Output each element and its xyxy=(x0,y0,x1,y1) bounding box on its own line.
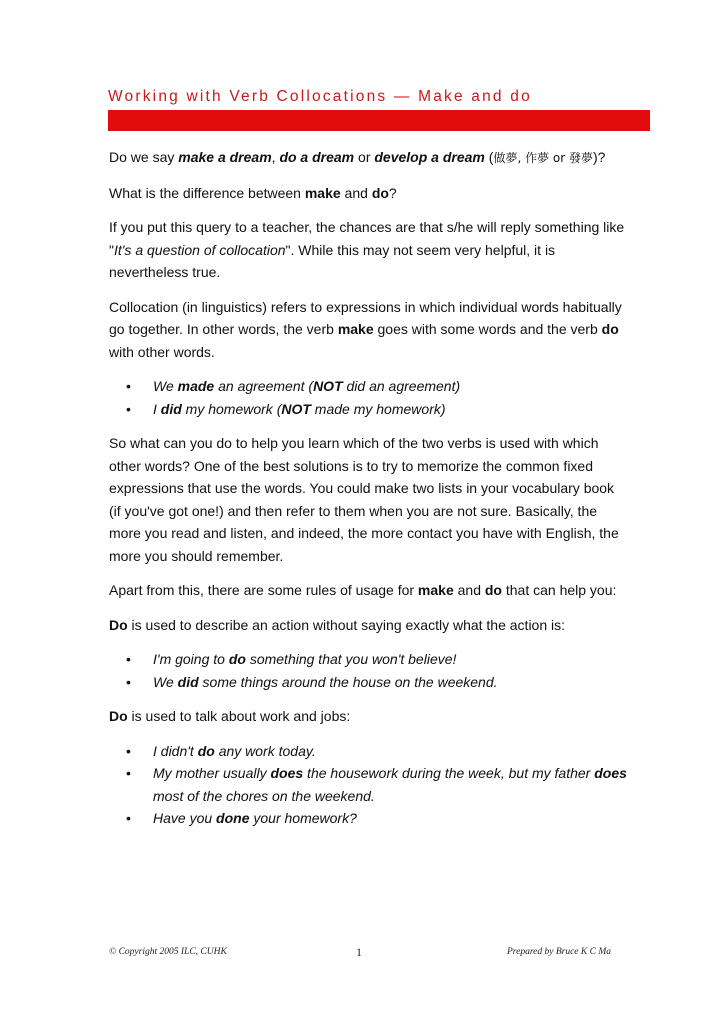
verb-highlight: does xyxy=(270,765,304,781)
text-span: your homework? xyxy=(249,810,357,826)
verb-highlight: do xyxy=(228,651,246,667)
text-span: any work today. xyxy=(214,742,316,759)
chinese-terms: 做夢, 作夢 or 發夢 xyxy=(493,151,593,165)
word-do: do xyxy=(601,321,619,337)
text-span: made my homework) xyxy=(310,400,446,417)
text-span: with other words. xyxy=(109,343,215,360)
text-span: I'm going to xyxy=(153,651,229,667)
paragraph-collocation-answer xyxy=(109,216,629,284)
word-make: make xyxy=(417,582,454,598)
page-number: 1 xyxy=(356,945,362,959)
text-span: did an agreement) xyxy=(342,378,461,394)
text-span: ( xyxy=(484,149,494,165)
verb-highlight: did xyxy=(160,400,182,417)
text-span: , xyxy=(271,149,280,165)
text-span: I xyxy=(153,400,161,417)
title-underline-bar xyxy=(108,110,650,131)
document-body xyxy=(109,146,629,842)
list-item xyxy=(153,398,629,421)
footer-author: Prepared by Bruce K C Ma xyxy=(506,947,611,957)
text-span: I didn't xyxy=(153,742,198,759)
list-item xyxy=(153,671,629,694)
example-list-2 xyxy=(109,648,629,693)
text-span: Have you xyxy=(153,810,217,826)
paragraph-rules-intro xyxy=(109,579,629,602)
text-span: Do we say xyxy=(109,149,179,165)
list-item xyxy=(153,762,629,807)
text-span: some things around the house on the weekend. xyxy=(198,673,498,690)
text-span: that can help you: xyxy=(501,582,617,598)
text-span: My mother usually xyxy=(153,765,271,781)
verb-highlight: does xyxy=(594,765,627,781)
word-do: do xyxy=(371,184,389,201)
text-span: Collocation (in linguistics) refers to expressions in which individual words habitually go together. In other words, the verb xyxy=(109,298,622,337)
text-span: Apart from this, there are some rules of usage for xyxy=(109,582,418,598)
document-title: Working with Verb Collocations — Make and do xyxy=(108,88,532,105)
not-highlight: NOT xyxy=(313,378,343,394)
list-item xyxy=(153,648,629,671)
text-span: We xyxy=(153,673,178,690)
verb-highlight: done xyxy=(216,810,250,826)
word-do: Do xyxy=(109,708,128,724)
text-span: the housework during the week, but my father xyxy=(303,765,595,781)
example-list-1 xyxy=(109,375,629,420)
text-span: ? xyxy=(388,184,397,201)
list-item xyxy=(153,740,629,763)
text-span: an agreement ( xyxy=(214,378,314,394)
text-span: and xyxy=(453,582,485,598)
verb-highlight: did xyxy=(177,673,199,690)
paragraph-learning-tips: So what can you do to help you learn which of the two verbs is used with which other words? One of the best solutions is to try to memorize the common fixed expressions that use the words. You could make two lists in your vocabulary book (if you've got one!) and then refer to them when you are not sure. Basically, the more you read and listen, and indeed, the more contact you have with English, the more you should remember. xyxy=(109,435,619,564)
example-list-3 xyxy=(109,740,629,830)
text-span: ". While this may not seem very helpful, it is nevertheless true. xyxy=(109,241,556,280)
text-span: most of the chores on the weekend. xyxy=(153,787,375,804)
page-footer xyxy=(109,945,611,961)
text-span: and xyxy=(340,184,372,201)
not-highlight: NOT xyxy=(281,400,311,417)
quote-collocation: It's a question of collocation xyxy=(113,241,286,258)
text-span: is used to describe an action without saying exactly what the action is: xyxy=(127,616,566,633)
text-span: What is the difference between xyxy=(109,184,305,201)
rule-do-work xyxy=(109,705,629,728)
list-item xyxy=(153,375,629,398)
word-make: make xyxy=(304,184,341,201)
intro-question-2 xyxy=(109,182,629,205)
text-span: If you put this query to a teacher, the chances are that s/he will reply something like " xyxy=(109,219,625,258)
footer-copyright: © Copyright 2005 ILC, CUHK xyxy=(109,947,227,957)
paragraph-collocation-definition xyxy=(109,296,629,364)
word-do: do xyxy=(484,582,502,598)
text-span: my homework ( xyxy=(181,400,282,417)
verb-highlight: made xyxy=(177,378,215,394)
text-span: We xyxy=(153,378,178,394)
list-item xyxy=(153,807,629,830)
word-do: Do xyxy=(109,616,128,633)
text-span: is used to talk about work and jobs: xyxy=(127,708,351,724)
text-span: or xyxy=(354,149,375,165)
rule-do-action xyxy=(109,614,629,637)
phrase-make-a-dream: make a dream xyxy=(178,149,272,165)
intro-question-1 xyxy=(109,146,629,170)
word-make: make xyxy=(337,321,374,337)
phrase-do-a-dream: do a dream xyxy=(279,149,355,165)
phrase-develop-a-dream: develop a dream xyxy=(374,149,485,165)
text-span: goes with some words and the verb xyxy=(373,321,602,337)
verb-highlight: do xyxy=(197,742,215,759)
text-span: )? xyxy=(592,149,606,165)
text-span: something that you won't believe! xyxy=(245,651,457,667)
